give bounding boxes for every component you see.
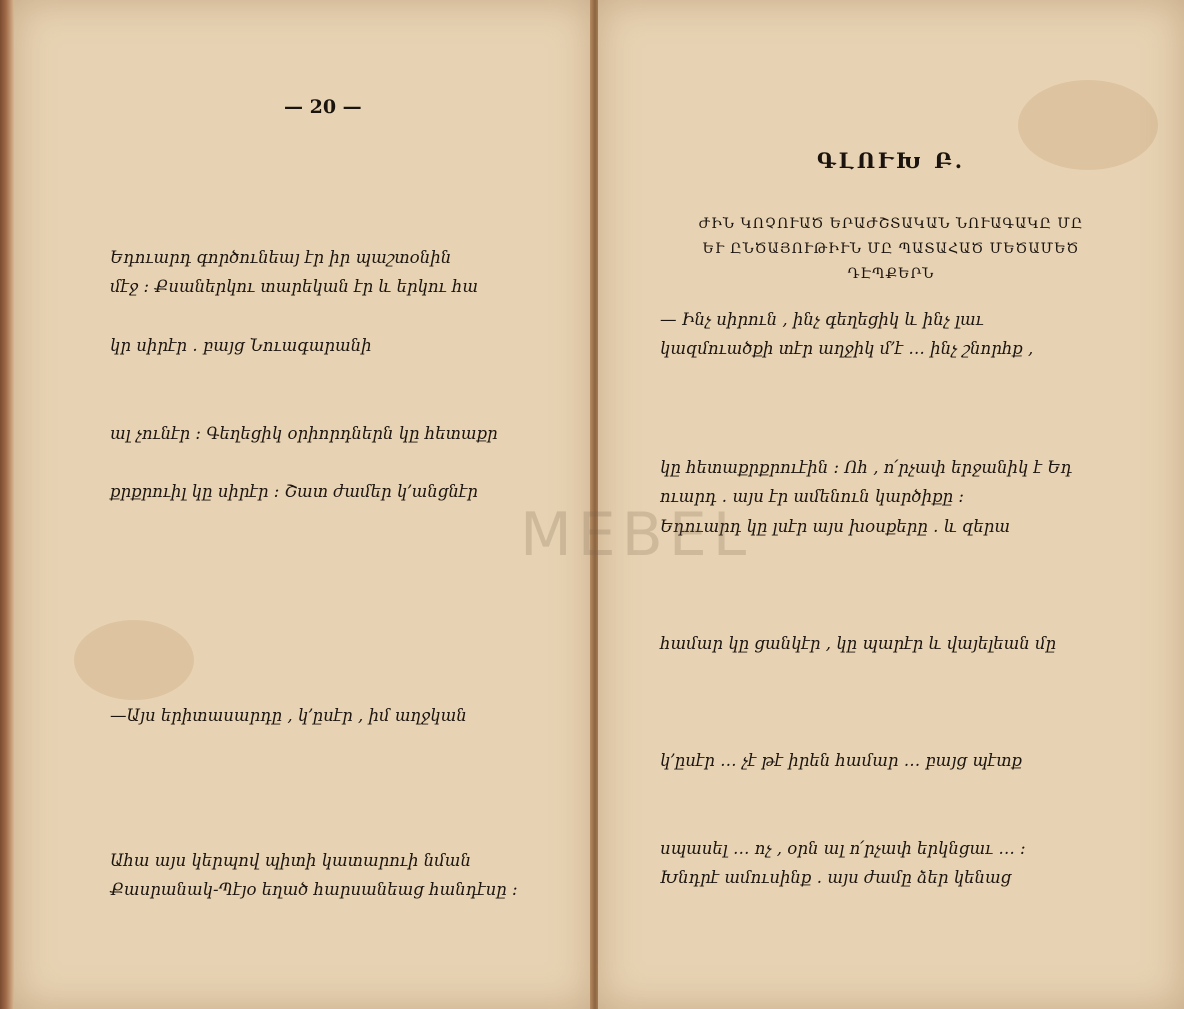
text-line: կր սիրէր ․ բայց Նուագարանի xyxy=(110,336,372,355)
right-page-text-3 xyxy=(660,629,1056,658)
text-line: սպասել … ոչ , օրն ալ ո՛րչափ երկնցաւ … ։ xyxy=(660,839,1026,858)
text-line: կազմուածքի տէր աղջիկ մ՚է … ինչ շնորհք , xyxy=(660,339,1034,359)
left-page-text-6 xyxy=(110,846,518,905)
text-line: ուարդ ․ այս էր ամենուն կարծիքը ։ xyxy=(660,487,964,507)
watermark: MEBEL xyxy=(520,500,753,570)
text-line: կ՚ըսէր … չէ թէ իրեն համար … բայց պէտք xyxy=(660,751,1023,770)
right-page-text-5 xyxy=(660,834,1026,893)
chapter-subtitle-line: ԵՒ ԸՆԾԱՅՈՒԹԻՒՆ ՄԸ ՊԱՏԱՀԱԾ ՄԵԾԱՄԵԾ xyxy=(702,241,1080,257)
paper-stain xyxy=(74,620,194,700)
chapter-subtitle-line: ԺԻՆ ԿՈՉՈՒԱԾ ԵՐԱԺՇՏԱԿԱՆ ՆՈՒԱԳԱԿԸ ՄԸ xyxy=(698,216,1084,232)
text-line: Եդուարդ կը լսէր այս խօսքերը ․ և զերա xyxy=(660,516,1011,536)
text-line: մէջ ։ Քսաներկու տարեկան էր և երկու հա xyxy=(110,277,479,297)
page-number: — 20 — xyxy=(284,96,362,118)
text-line: —Այս երիտասարդը , կ՚ըսէր , իմ աղջկան xyxy=(110,706,467,725)
chapter-subtitle-line: ԴԷՊՔԵՐՆ xyxy=(847,266,935,282)
text-line: Եդուարդ գործունեայ էր իր պաշտօնին xyxy=(110,248,452,267)
text-line: համար կը ցանկէր , կը պարէր և վայելեան մը xyxy=(660,634,1057,653)
text-line: Խնդրէ ամուսինք ․ այս ժամը ձեր կենաց xyxy=(660,868,1012,888)
text-line: կը հետաքրքրուէին ։ Ոհ , ո՛րչափ երջանիկ է Եդ xyxy=(660,458,1073,477)
left-page-text-3 xyxy=(110,419,498,448)
text-line: քրքրուիլ կը սիրէր ։ Շատ ժամեր կ՚անցնէր xyxy=(110,482,478,501)
left-page xyxy=(14,0,593,1009)
left-page-text-5 xyxy=(110,701,467,730)
chapter-subtitle xyxy=(598,212,1184,287)
text-line: ալ չունէր ։ Գեղեցիկ օրիորդներն կը հետաքր xyxy=(110,424,498,443)
right-page-text xyxy=(660,305,1033,364)
text-line: Քասրանակ-Պէյօ եղած հարսանեաց հանդէսը ։ xyxy=(110,880,518,900)
chapter-title: ԳԼՈՒԽ Բ․ xyxy=(816,148,966,173)
left-page-text-4 xyxy=(110,477,478,506)
text-line: — Ինչ սիրուն , ինչ գեղեցիկ և ինչ լաւ xyxy=(660,310,984,329)
right-page-text-4 xyxy=(660,746,1022,775)
left-page-text-2 xyxy=(110,331,372,360)
text-line: Ահա այս կերպով պիտի կատարուի նման xyxy=(110,851,471,870)
left-page-text xyxy=(110,243,478,302)
